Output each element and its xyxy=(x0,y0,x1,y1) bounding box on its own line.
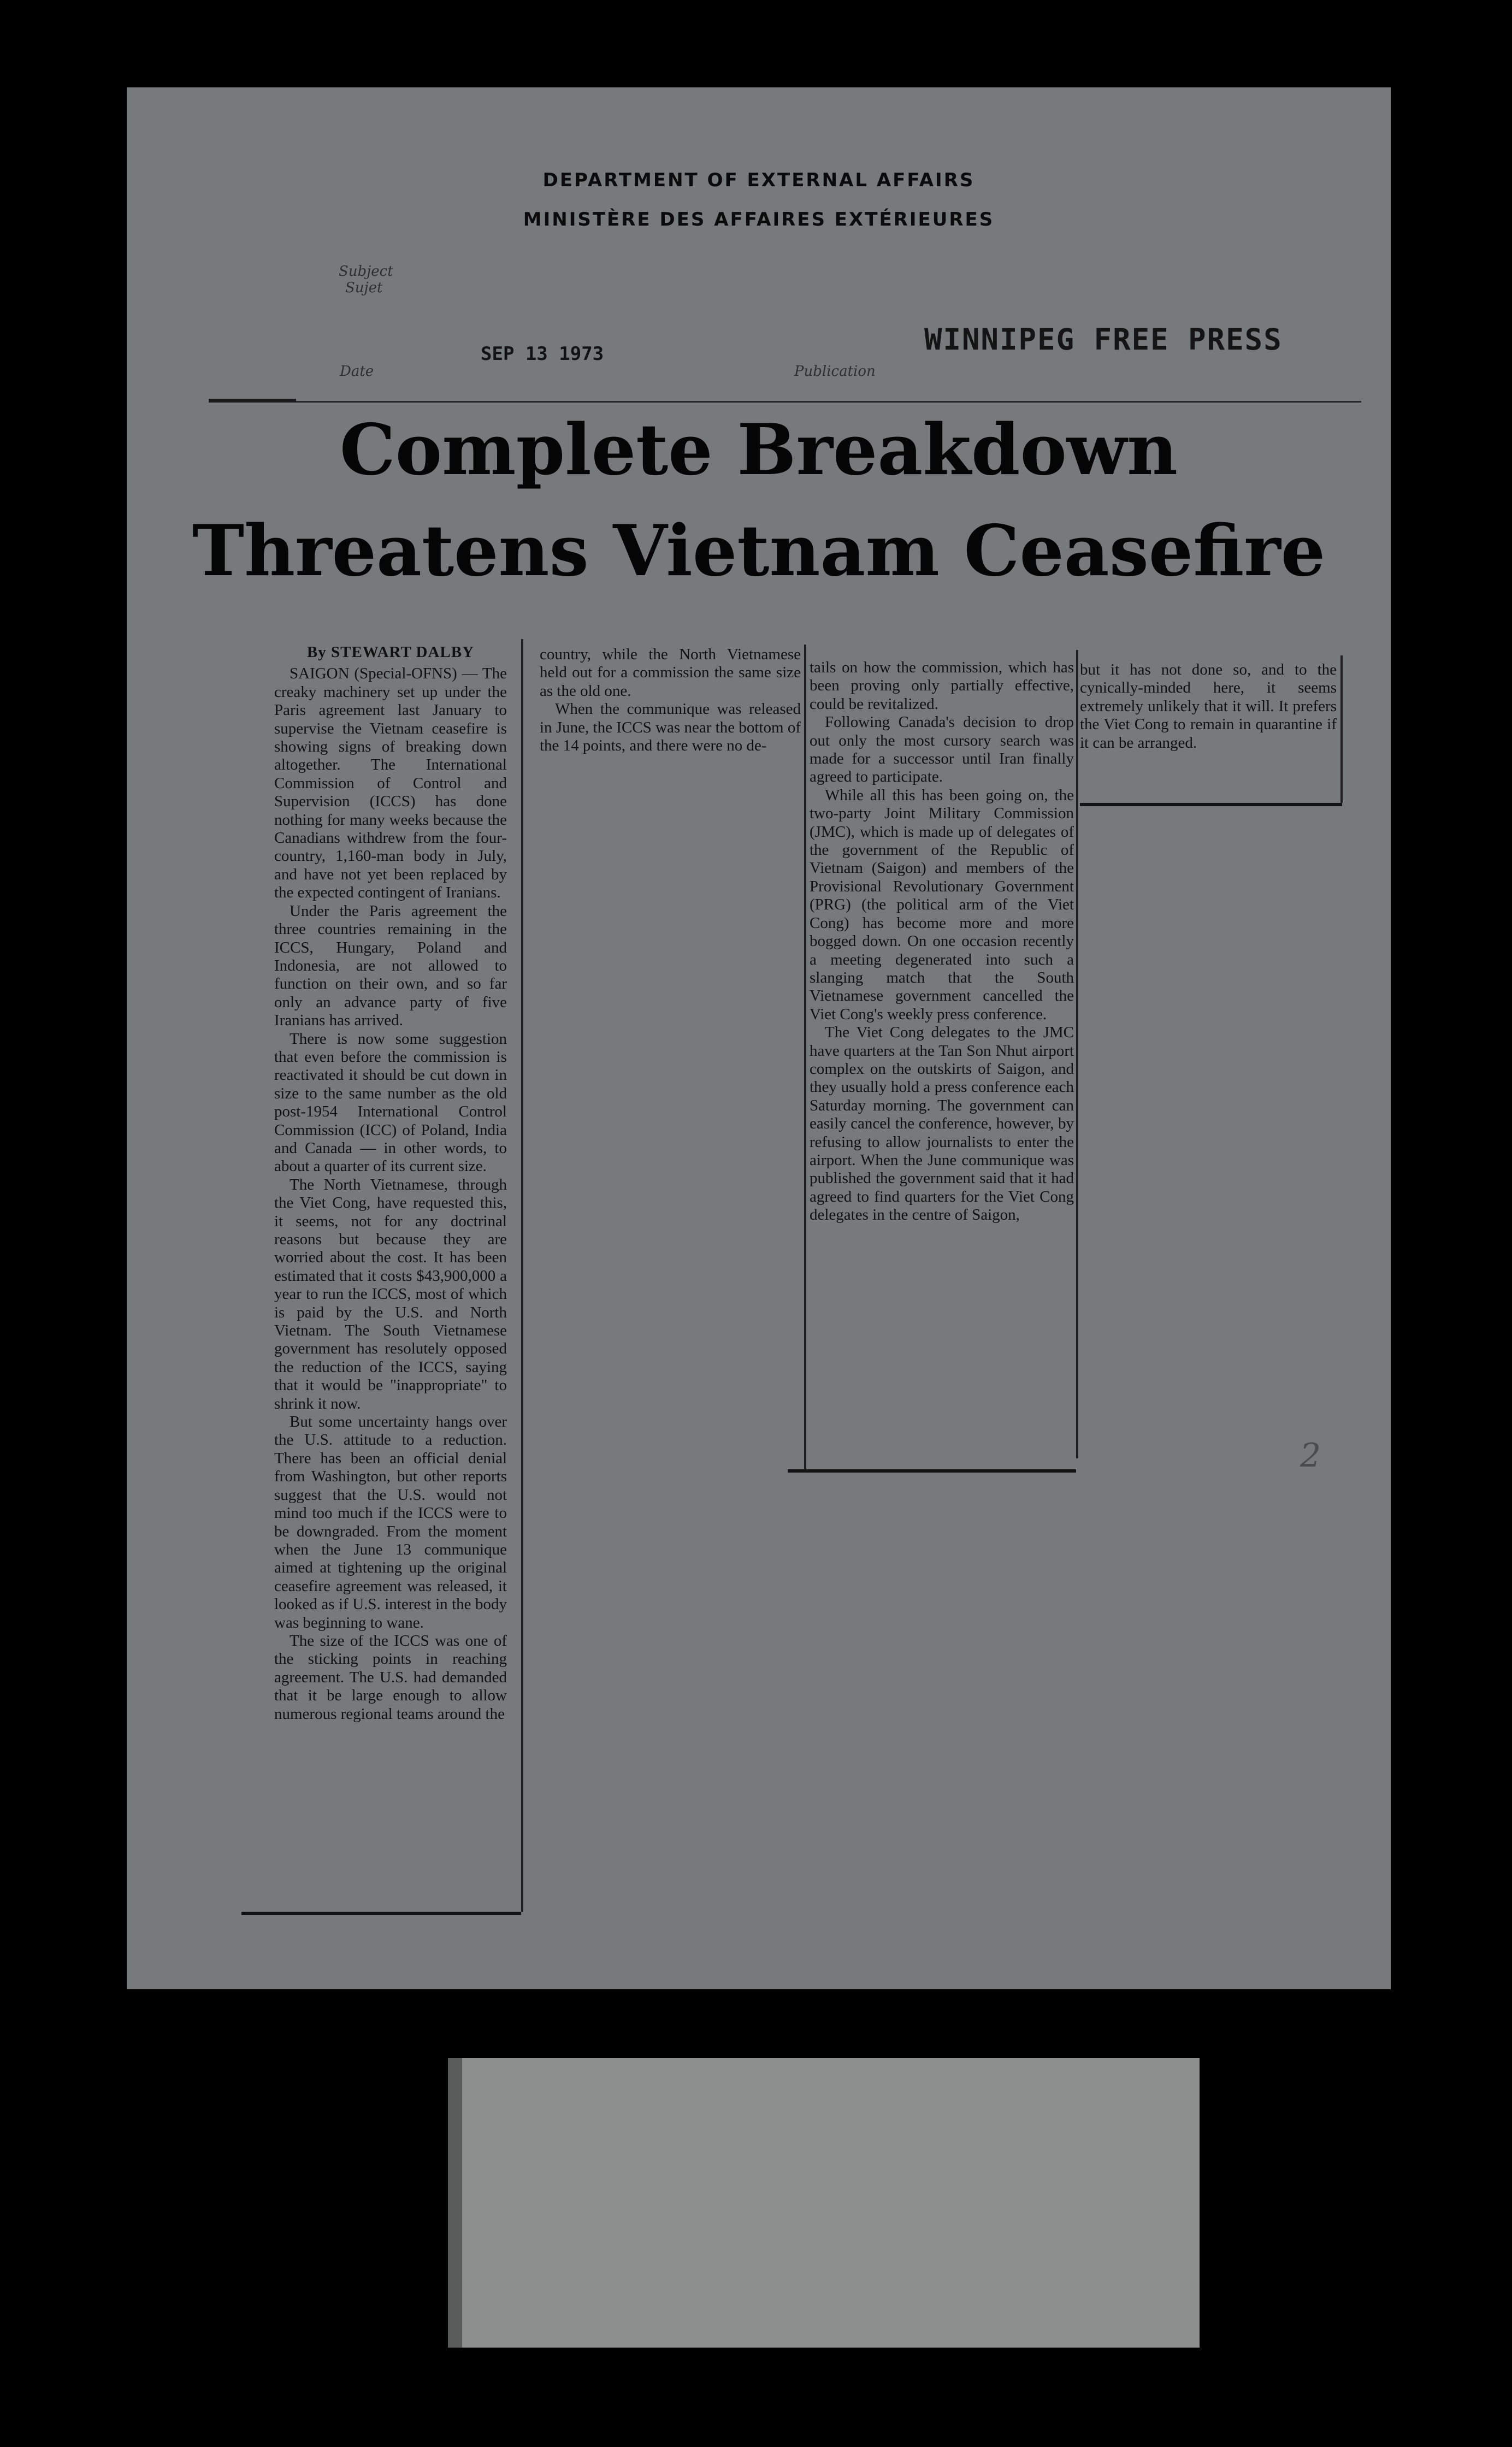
paragraph: but it has not done so, and to the cynically-minded here, it seems extremely unlikely that it will. It prefers the Viet Cong to remain in quarantine if it can be arranged. xyxy=(1080,661,1337,752)
paragraph: Following Canada's decision to drop out only the most cursory search was made for a successor until Iran finally agreed to participate. xyxy=(810,713,1074,786)
publication-stamp: WINNIPEG FREE PRESS xyxy=(924,322,1283,357)
paragraph: The size of the ICCS was one of the sticking points in reaching agreement. The U.S. had demanded that it be large enough to allow numerous regional teams around the xyxy=(274,1632,507,1723)
paragraph: While all this has been going on, the two-party Joint Military Commission (JMC), which is made up of delegates of the government of the Republic of Vietnam (Saigon) and members of the Provisional Revolutionary Government (PRG) (the political arm of the Viet Cong) has become more and more bogged down. On one occasion recently a meeting degenerated into such a slanging match that the South Vietnamese government cancelled the Viet Cong's weekly press conference. xyxy=(810,786,1074,1023)
header-divider xyxy=(209,401,1361,403)
sujet-label: Sujet xyxy=(345,280,383,296)
headline-line-2: Threatens Vietnam Ceasefire xyxy=(192,510,1326,592)
article-column-1 xyxy=(274,643,507,1911)
subject-label: Subject xyxy=(339,263,393,280)
date-stamp: SEP 13 1973 xyxy=(481,343,604,365)
paragraph: But some uncertainty hangs over the U.S. attitude to a reduction. There has been an official denial from Washington, but other reports suggest that the U.S. would not mind too much if the ICCS were to be downgraded. From the moment when the June 13 communique aimed at tightening up the original ceasefire agreement was released, it looked as if U.S. interest in the body was beginning to wane. xyxy=(274,1413,507,1632)
page-mark: 2 xyxy=(1300,1437,1321,1475)
article-column-2 xyxy=(540,646,801,809)
column-rule-4 xyxy=(1340,655,1343,803)
paragraph: SAIGON (Special-OFNS) — The creaky machinery set up under the Paris agreement last January to supervise the Vietnam ceasefire is showing signs of breaking down altogether. The International Commission of Control and Supervision (ICCS) has done nothing for many weeks because the Canadians withdrew from the four-country, 1,160-man body in July, and have not yet been replaced by the expected contingent of Iranians. xyxy=(274,665,507,902)
paragraph: Under the Paris agreement the three countries remaining in the ICCS, Hungary, Poland and Indonesia, are not allowed to function on their own, and so far only an advance party of five Iranians has arrived. xyxy=(274,902,507,1030)
paragraph: tails on how the commission, which has been proving only partially effective, could be revitalized. xyxy=(810,659,1074,713)
byline: By STEWART DALBY xyxy=(306,643,475,661)
blank-slip xyxy=(448,2058,1200,2348)
column-end-rule-1 xyxy=(241,1912,521,1915)
column-rule-2 xyxy=(804,645,806,1469)
article-column-4 xyxy=(1080,661,1337,803)
paragraph: The Viet Cong delegates to the JMC have quarters at the Tan Son Nhut airport complex on the outskirts of Saigon, and they usually hold a press conference each Saturday morning. The government can easily cancel the conference, however, by refusing to allow journalists to enter the airport. When the June communique was published the government said that it had agreed to find quarters for the Viet Cong delegates in the centre of Saigon, xyxy=(810,1024,1074,1224)
column-rule-1 xyxy=(521,639,523,1912)
paragraph: The North Vietnamese, through the Viet Cong, have requested this, it seems, not for any doctrinal reasons but because they are worried about the cost. It has been estimated that it costs $43,900,000 a year to run the ICCS, most of which is paid by the U.S. and North Vietnam. The South Vietnamese government has resolutely opposed the reduction of the ICCS, saying that it would be "inappropriate" to shrink it now. xyxy=(274,1175,507,1412)
header-divider-accent xyxy=(209,399,296,402)
article-column-3 xyxy=(810,659,1074,1456)
column-end-rule-4 xyxy=(1080,803,1342,806)
clipping-sheet xyxy=(127,87,1391,1989)
paragraph: There is now some suggestion that even before the commission is reactivated it should be cut down in size to the same number as the old post-1954 International Control Commission (ICC) of Poland, India and Canada — in other words, to about a quarter of its current size. xyxy=(274,1030,507,1175)
publication-label: Publication xyxy=(794,363,876,380)
department-header-english: DEPARTMENT OF EXTERNAL AFFAIRS xyxy=(542,169,975,191)
paragraph: country, while the North Vietnamese held out for a commission the same size as the old one. xyxy=(540,646,801,700)
date-label: Date xyxy=(340,363,374,380)
paragraph: When the communique was released in June, the ICCS was near the bottom of the 14 points, and there were no de- xyxy=(540,700,801,755)
headline-line-1: Complete Breakdown xyxy=(339,409,1178,491)
column-end-rule-3 xyxy=(788,1469,1076,1473)
department-header-french: MINISTÈRE DES AFFAIRES EXTÉRIEURES xyxy=(523,209,995,230)
column-rule-3 xyxy=(1076,650,1078,1458)
